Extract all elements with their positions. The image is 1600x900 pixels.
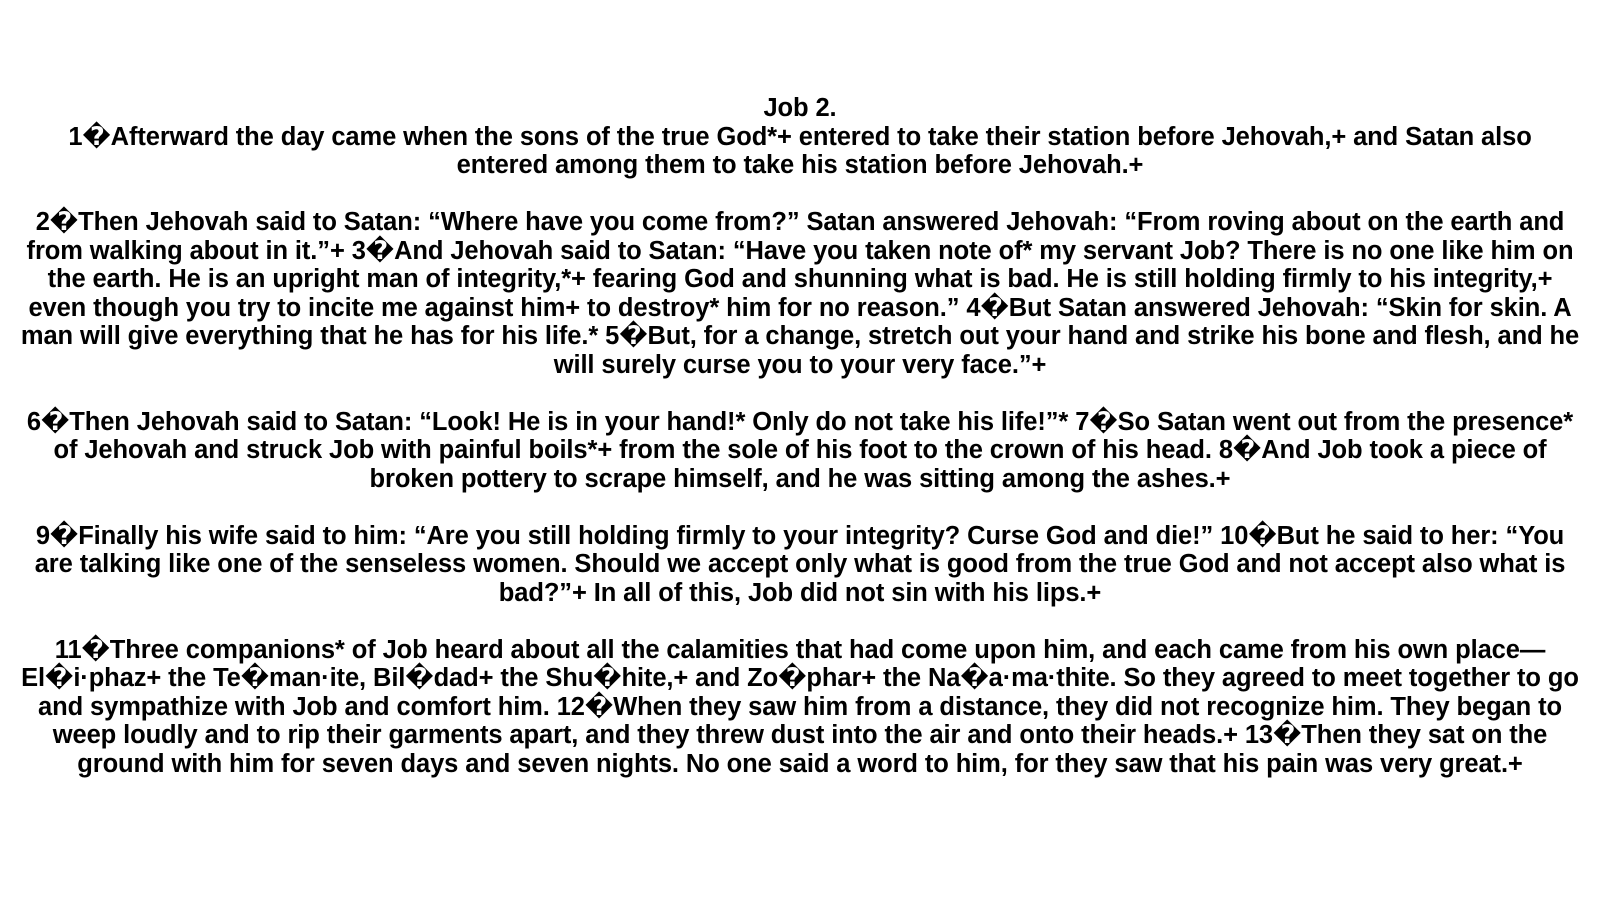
paragraph-verses-9-10: 9�Finally his wife said to him: “Are you still holding firmly to your integrity? Curse God and die!” 10�But he said to her: “You are talking like one of the senseless women. Should we accept only what is good from the true God and not accept also what is bad?”+ In all of this, Job did not sin with his lips.+ bbox=[34, 521, 1566, 607]
paragraph-verses-1: 1�Afterward the day came when the sons of the true God*+ entered to take their station before Jehovah,+ and Satan also entered among them to take his station before Jehovah.+ bbox=[68, 122, 1532, 179]
paragraph-verses-2-5: 2�Then Jehovah said to Satan: “Where have you come from?” Satan answered Jehovah: “From roving about on the earth and from walking about in it.”+ 3�And Jehovah said to Satan: “Have you taken note of* my servant Job? There is no one like him on the earth. He is an upright man of integrity,*+ fearing God and shunning what is bad. He is still holding firmly to his integrity,+ even though you try to incite me against him+ to destroy* him for no reason.” 4�But Satan answered Jehovah: “Skin for skin. A man will give everything that he has for his life.* 5�But, for a change, stretch out your hand and strike his bone and flesh, and he will surely curse you to your very face.”+ bbox=[20, 208, 1580, 379]
scripture-text bbox=[20, 94, 1580, 778]
paragraph-verses-6-8: 6�Then Jehovah said to Satan: “Look! He is in your hand!* Only do not take his life!”* 7�So Satan went out from the presence* of Jehovah and struck Job with painful boils*+ from the sole of his foot to the crown of his head. 8�And Job took a piece of broken pottery to scrape himself, and he was sitting among the ashes.+ bbox=[26, 407, 1574, 493]
paragraph-verses-11-13: 11�Three companions* of Job heard about all the calamities that had come upon him, and each came from his own place—El�i·phaz+ the Te�man·ite, Bil�dad+ the Shu�hite,+ and Zo�phar+ the Na�a·ma·thite. So they agreed to meet together to go and sympathize with Job and comfort him. 12�When they saw him from a distance, they did not recognize him. They began to weep loudly and to rip their garments apart, and they threw dust into the air and onto their heads.+ 13�Then they sat on the ground with him for seven days and seven nights. No one said a word to him, for they saw that his pain was very great.+ bbox=[21, 635, 1579, 778]
chapter-heading: Job 2. bbox=[763, 94, 837, 122]
